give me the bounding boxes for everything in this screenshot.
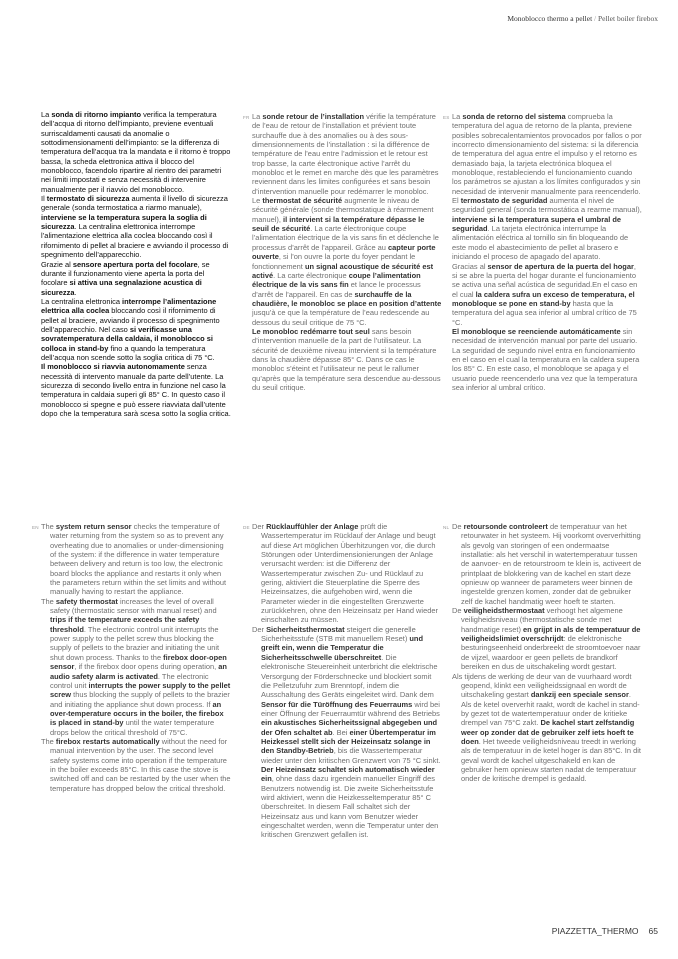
language-code: EN [32, 525, 39, 530]
body-text: , if the firebox door opens during operation, [74, 662, 219, 672]
body-text: until the water temperature drops below the critical threshold of 75°C. [50, 718, 215, 737]
emphasis-text: veiligheidsthermostaat [463, 606, 545, 616]
paragraph [452, 606, 642, 671]
paragraph [452, 262, 642, 327]
body-text: , se durante il funzionamento viene aperta la porta del focolare [41, 259, 210, 288]
body-text: verhoogt het algemene veiligheidsniveau (thermostatische sonde met handmatige reset) [461, 606, 623, 634]
body-text: sans besoin d’intervention manuelle de la part de l’utilisateur. La sécurité de deuxième niveau intervient si la température dans la chaudière dépasse 85° C. Dans ce cas le monobloc s’éteint et l’utilisateur ne peut le rallumer qu’après que la température sera descendue au-dessous du seuil critique. [252, 326, 441, 392]
body-text: , ohne dass dazu irgendein manueller Eingriff des Benutzers notwendig ist. Die zweite Sicherheitsstufe wird aktiviert, wenn die Heizkesseltemperatur 85° C überschreitet. In diesem Fall schaltet sich der Heizeinsatz aus und kann vom Benutzer wieder eingeschaltet werden, wenn die Temperatur unter den kritischen Grenzwert gefallen ist. [261, 774, 439, 840]
body-text: Der [252, 624, 267, 634]
body-text: bloccando così il rifornimento di pellet al braciere, avviando il processo di spegnimento dell’apparecchio. Nel caso [41, 306, 220, 334]
paragraph [41, 260, 231, 297]
language-code: ES [443, 115, 450, 120]
body-text: . Als de ketel oververhit raakt, wordt de kachel in stand-by gezet tot de watertemperatuur onder de kritieke drempel van 75°C zakt. [461, 690, 640, 728]
section-it [41, 110, 231, 418]
emphasis-text: si verificasse una sovratemperatura della caldaia, il monoblocco si colloca in stand-by [41, 324, 213, 353]
body-text: : de elektronische besturingseenheid onderbreekt de stroomtoevoer naar de vijzel, waardoor er geen pellets de brandkorf bereiken en dus de uitschakeling wordt gestart. [461, 634, 641, 672]
body-text: without the need for manual intervention by the user. The second level safety systems come into operation if the temperature in the boiler exceeds 85°C. In this case the stove is switched off and can be restarted by the user when the temperature has dropped below the critical threshold. [50, 736, 231, 793]
body-text: steigert die generelle Sicherheitsstufe (STB mit manuellem Reset) [261, 624, 416, 644]
emphasis-text: thermostat de sécurité [262, 196, 343, 206]
emphasis-text: Il monoblocco si riavvia autonomamente [41, 362, 185, 372]
paragraph [252, 112, 442, 196]
emphasis-text: firebox restarts automatically [55, 736, 160, 746]
emphasis-text: an over-temperature occurs in the boiler, the firebox is placed in stand-by [50, 699, 224, 728]
body-text: . [74, 287, 77, 297]
body-text: . La centralina elettronica interrompe l’alimentazione elettrica alla coclea bloccando così il rifornimento di pellet al braciere e avviando il processo di spegnimento dell’apparecchio. [41, 222, 229, 260]
emphasis-text: interrompe l’alimentazione elettrica alla coclea [41, 296, 217, 316]
body-text: . La tarjeta electrónica interrumpe la alimentación eléctrica al tornillo sin fin bloqueando de este modo el abastecimiento de pellet al brasero e iniciando el proceso de apagado del aparato. [452, 224, 629, 262]
section-en [32, 522, 231, 793]
body-text: Der [252, 522, 267, 531]
emphasis-text: sonda de retorno del sistema [462, 112, 566, 121]
body-text: checks the temperature of water returning from the system so as to prevent any overheating due to anomalies or under-dimensioning of the system: if the difference in water temperature between delivery and return is too low, the electronic board blocks the appliance and restarts it only when the parameters return within the set limits and without manually having to restart the appliance. [50, 522, 227, 597]
paragraph [252, 327, 442, 392]
body-text: The [41, 522, 56, 531]
emphasis-text: sensore apertura porta del focolare [72, 259, 198, 269]
body-text: El [452, 196, 461, 206]
paragraph [41, 194, 231, 259]
paragraph [252, 196, 442, 327]
footer-brand: PIAZZETTA_THERMO [551, 926, 639, 936]
paragraph [41, 110, 231, 194]
body-text: Grazie al [41, 259, 73, 269]
paragraph [452, 196, 642, 261]
body-text: increases the level of overall safety (thermostatic sensor with manual reset) and [50, 596, 217, 616]
body-text: . The electronic control unit [50, 671, 209, 690]
body-text: . La carte électronique coupe l’alimentation électrique de la vis sans fin et déclenche le processus d’arrêt de l’appareil. Grâce au [252, 224, 439, 252]
header-separator: / [594, 14, 597, 23]
body-text: thus blocking the supply of pellets to the brazier and initiating the appliance shut down process. If [50, 690, 230, 709]
emphasis-text: capteur porte ouverte [252, 242, 436, 262]
emphasis-text: termostato di sicurezza [46, 194, 130, 204]
paragraph [41, 297, 231, 362]
emphasis-text: trips if the temperature exceeds the safety threshold [50, 615, 200, 634]
body-text: comprueba la temperatura del agua de retorno de la planta, previene posibles sobrecalentamientos provocados por fallos o por incorrecto dimensionamiento del sistema: si la diferencia de temperatura del agua entre el impulso y el retorno es demasiado baja, la tarjeta electrónica bloquea el monobloque, restableciendo el funcionamiento cuando los parámetros se ajustan a los límites configurados y sin necesidad de intervenir manualmente para reencenderlo. [452, 112, 642, 196]
body-text: jusqu’à ce que la température de l’eau redescende au dessous du seuil critique de 75 °C. [252, 308, 430, 327]
body-text: Als tijdens de werking de deur van de vuurhaard wordt geopend, klinkt een veiligheidssignaal en wordt de uitschakeling gestart [452, 671, 632, 700]
paragraph [252, 522, 442, 625]
body-text: La [41, 110, 52, 119]
body-text: La [452, 112, 463, 121]
body-text: Il [41, 194, 47, 204]
header-title-en: Pellet boiler firebox [598, 14, 658, 23]
emphasis-text: interviene se la temperatura supera la soglia di sicurezza [41, 212, 207, 232]
emphasis-text: sensor de apertura de la puerta del hogar [487, 261, 634, 271]
emphasis-text: si attiva una segnalazione acustica di sicurezza [41, 278, 202, 297]
body-text: , bis die Wassertemperatur wieder unter den kritischen Grenzwert von 75 °C sinkt. [261, 746, 441, 765]
body-text: De [452, 522, 464, 531]
emphasis-text: il intervient si la température dépasse le seuil de sécurité [252, 214, 425, 234]
page-footer [552, 926, 658, 936]
body-text: sin necesidad de intervención manual por parte del usuario. La seguridad de segundo nivel entra en funcionamiento en el caso en el cual la temperatura en la caldera supera los 85° C. En este caso, el monobloque se apaga y el usuario puede reencenderlo una vez que la temperatura sea inferior al umbral crítico. [452, 326, 640, 392]
emphasis-text: system return sensor [55, 522, 132, 531]
emphasis-text: la caldera sufra un exceso de temperatura, el monobloque se pone en stand-by [452, 289, 635, 308]
language-code: DE [243, 525, 250, 530]
emphasis-text: surchauffe de la chaudière, le monobloc se place en position d’attente [252, 289, 442, 308]
body-text: wird bei einer Öffnung der Feuerraumtür während des Betriebs [261, 699, 440, 718]
paragraph [41, 362, 231, 418]
section-nl [443, 522, 642, 784]
emphasis-text: Sicherheitsthermostat [266, 624, 345, 634]
body-text: verifica la temperatura dell’acqua di ritorno dell’impianto, previene eventuali surriscaldamenti causati da anomalie o sottodimensionamenti dell’impianto: se la differenza di temperatura dell’acqua tra la mandata e il ritorno è troppo bassa, la scheda elettronica attiva il blocco del monoblocco, facendolo ripartire al rientro dei parametri nei limiti impostati e senza necessità di intervenire manualmente per il riavvio del monoblocco. [41, 110, 231, 194]
body-text: hasta que la temperatura del agua sea inferior al umbral crítico de 75 °C. [452, 298, 637, 327]
body-text: vérifie la température de l’eau de retour de l’installation et prévient toute surchauffe due à des anomalies ou à des sous-dimensionnements de l’installation : si la différence de température de l’eau entre l’admission et le retour est trop basse, la carte électronique active l’arrêt du monobloc et le remet en marche dès que les paramètres reviennent dans les limites configurées et sans besoin d’intervention manuelle pour redémarrer le monobloc. [252, 112, 439, 196]
body-text: . La carte électronique [273, 270, 349, 280]
page-number: 65 [648, 926, 658, 936]
emphasis-text: un signal acoustique de sécurité est activé [252, 261, 434, 280]
emphasis-text: Der Heizeinsatz schaltet sich automatisch wieder ein [261, 764, 435, 784]
body-text: de temperatuur van het retourwater in het systeem. Hij voorkomt oververhitting als gevolg van storingen of een ondermaatse installatie: als het verschil in watertemperatuur tussen de aanvoer- en de retourstroom te klein is, activeert de printplaat de blokkering van de kachel en start deze opnieuw op wanneer de parameters weer binnen de ingestelde grenzen komen, zonder dat de gebruiker zelf de kachel handmatig weer hoeft te starten. [461, 522, 642, 606]
paragraph [452, 522, 642, 606]
emphasis-text: El monobloque se reenciende automáticamente [452, 326, 621, 336]
emphasis-text: interrupts the power supply to the pellet screw [50, 680, 231, 700]
emphasis-text: ein akustisches Sicherheitssignal abgegeben und der Ofen schaltet ab [261, 718, 438, 737]
header-title-it: Monoblocco thermo a pellet [507, 14, 593, 23]
body-text: augmente le niveau de sécurité générale (sonde thermostatique à réarmement manuel), [252, 196, 434, 224]
paragraph [252, 625, 442, 840]
body-text: Gracias al [452, 261, 488, 271]
body-text: senza necessità di intervento manuale da parte dell’utente. La sicurezza di secondo livello entra in funzione nel caso la temperatura in caldaia superi gli 85° C. In questo caso il monoblocco si spegne e può essere riavviata dall’utente dopo che la temperatura sarà scesa sotto la soglia critica. [41, 362, 231, 418]
body-text: . Bei [332, 727, 350, 737]
emphasis-text: Sensor für die Türöffnung des Feuerraums [261, 699, 413, 709]
paragraph [41, 522, 231, 597]
body-text: . Het tweede veiligheidsniveau treedt in werking als de temperatuur in de ketel hoger is dan 85°C. In dit geval wordt de kachel uitgeschakeld en kan de gebruiker hem opnieuw starten nadat de temperatuur onder de kritische drempel is gedaald. [461, 736, 641, 784]
section-es [443, 112, 642, 392]
body-text: De [452, 606, 464, 616]
paragraph [41, 597, 231, 737]
emphasis-text: termostato de seguridad [460, 196, 548, 206]
body-text: fino a quando la temperatura dell’acqua non scende sotto la soglia critica di 75 °C. [41, 343, 215, 362]
body-text: aumenta il livello di sicurezza generale (sonda termostatica a riarmo manuale), [41, 194, 228, 213]
body-text: et lance le processus d’arrêt de l’appareil. En cas de [252, 280, 421, 299]
body-text: La [252, 112, 263, 121]
language-code: NL [443, 525, 450, 530]
emphasis-text: retoursonde controleert [463, 522, 548, 531]
body-text: Le [252, 196, 263, 206]
body-text: , si l’on ouvre la porte du foyer pendant le fonctionnement [252, 252, 416, 271]
paragraph [41, 737, 231, 793]
emphasis-text: safety thermostat [55, 596, 118, 606]
body-text: The [41, 736, 56, 746]
emphasis-text: einer Übertemperatur im Heizkessel stellt sich der Heizeinsatz solange in den Standby-Betrieb [261, 727, 436, 756]
emphasis-text: interviene si la temperatura supera el umbral de seguridad [452, 214, 622, 234]
body-text: La centralina elettronica [41, 296, 123, 306]
paragraph [452, 672, 642, 784]
emphasis-text: sonda di ritorno impianto [51, 110, 142, 119]
body-text: , si se abre la puerta del hogar durante el funcionamiento se activa una señal acústica de seguridad.En el caso en el cual [452, 261, 638, 299]
emphasis-text: und greift ein, wenn die Temperatur die Sicherheitsschwelle überschreitet [261, 634, 424, 662]
body-text: . The electronic control unit interrupts the power supply to the pellet screw thus blocking the supply of pellets to the brazier and initiating the unit shut down process. Thanks to the [50, 624, 220, 662]
language-code: FR [243, 115, 250, 120]
emphasis-text: Rücklauffühler der Anlage [266, 522, 359, 531]
section-de [243, 522, 442, 840]
body-text: aumenta el nivel de seguridad general (sonda termostática a rearme manual), [452, 196, 642, 215]
emphasis-text: coupe l’alimentation électrique de la vis sans fin [252, 270, 421, 290]
section-fr [243, 112, 442, 392]
paragraph [452, 327, 642, 392]
emphasis-text: Le monobloc redémarre tout seul [252, 326, 370, 336]
emphasis-text: firebox door-open sensor [50, 652, 227, 672]
running-header [507, 14, 658, 23]
emphasis-text: De kachel start zelfstandig weer op zonder dat de gebruiker zelf iets hoeft te doen [461, 718, 635, 746]
body-text: prüft die Wassertemperatur im Rücklauf der Anlage und beugt auf diese Art möglichen Überhitzungen vor, die durch Störungen oder Unterdimensionierungen der Anlage verursacht werden: ist die Differenz der Wassertemperatur zwischen Zu- und Rücklauf zu gering, aktiviert die Steuerplatine die Sperre des Heizeinsatzes, die aufgehoben wird, wenn die Parameter wieder in die eingestellten Grenzwerte zurückkehren, ohne den Heizeinsatz per Hand wieder einschalten zu müssen. [261, 522, 438, 625]
body-text: The [41, 596, 56, 606]
paragraph [452, 112, 642, 196]
emphasis-text: sonde retour de l’installation [262, 112, 365, 121]
emphasis-text: dankzij een speciale sensor [530, 690, 629, 700]
body-text: . Die elektronische Steuereinheit unterbricht die elektrische Versorgung der Förderschnecke und blockiert somit die Pelletzufuhr zum Brenntopf, indem die Ausschaltung des Geräts eingeleitet wird. Dank dem [261, 652, 438, 700]
emphasis-text: an audio safety alarm is activated [50, 662, 227, 681]
emphasis-text: en grijpt in als de temperatuur de veiligheidslimiet overschrijdt [461, 624, 641, 644]
